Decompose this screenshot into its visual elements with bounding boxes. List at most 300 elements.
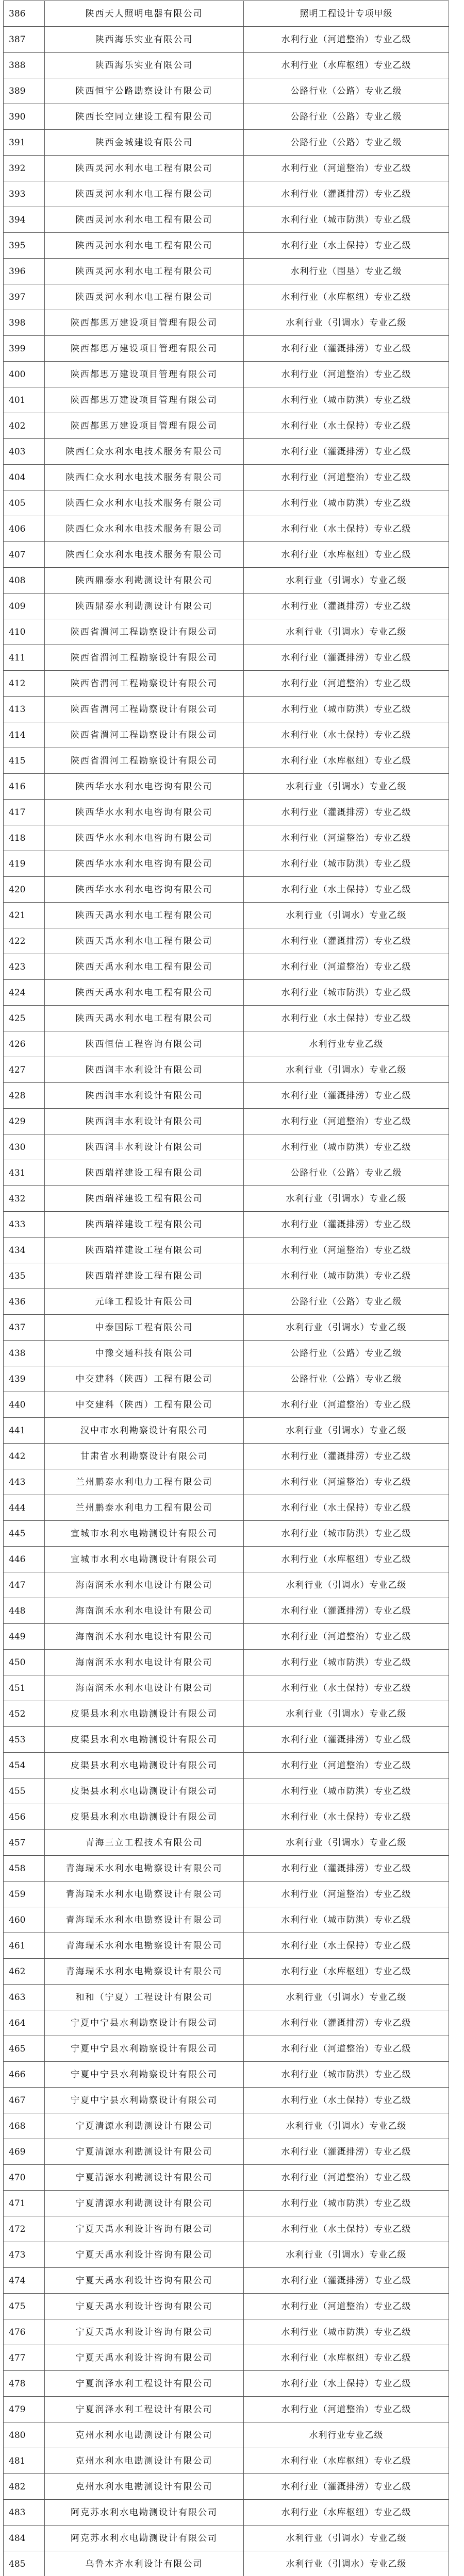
qualification: 水利行业（城市防洪）专业乙级: [244, 697, 449, 722]
table-row: [4, 439, 449, 465]
qualification: 水利行业（水库枢纽）专业乙级: [244, 2448, 449, 2474]
company-name: 陕西仁众水利水电技术服务有限公司: [45, 516, 244, 542]
qualification: 水利行业（灌溉排涝）专业乙级: [244, 1856, 449, 1882]
row-number: 395: [4, 233, 45, 259]
table-row: [4, 1006, 449, 1031]
qualification: 公路行业（公路）专业乙级: [244, 1341, 449, 1366]
qualification: 水利行业（引调水）专业乙级: [244, 619, 449, 645]
row-number: 475: [4, 2294, 45, 2319]
row-number: 461: [4, 1933, 45, 1959]
company-name: 克州水利水电勘测设计有限公司: [45, 2422, 244, 2448]
table-row: [4, 1830, 449, 1856]
row-number: 437: [4, 1315, 45, 1341]
qualification: 水利行业（河道整治）专业乙级: [244, 1753, 449, 1778]
company-name: 皮渠县水利水电勘测设计有限公司: [45, 1778, 244, 1804]
company-name: 宁夏润泽水利工程设计有限公司: [45, 2371, 244, 2397]
company-name: 克州水利水电勘测设计有限公司: [45, 2448, 244, 2474]
company-name: 陕西海乐实业有限公司: [45, 53, 244, 78]
company-name: 陕西华水水利水电咨询有限公司: [45, 825, 244, 851]
row-number: 413: [4, 697, 45, 722]
row-number: 483: [4, 2500, 45, 2526]
company-name: 皮渠县水利水电勘测设计有限公司: [45, 1804, 244, 1830]
company-name: 陕西润丰水利设计有限公司: [45, 1083, 244, 1109]
qualification: 水利行业（水库枢纽）专业乙级: [244, 2345, 449, 2371]
table-row: [4, 2551, 449, 2576]
row-number: 440: [4, 1392, 45, 1418]
company-name: 宁夏天禹水利设计咨询有限公司: [45, 2216, 244, 2242]
row-number: 432: [4, 1186, 45, 1212]
row-number: 423: [4, 954, 45, 980]
table-row: [4, 542, 449, 568]
table-row: [4, 671, 449, 697]
row-number: 453: [4, 1727, 45, 1753]
qualification: 水利行业（引调水）专业乙级: [244, 2526, 449, 2551]
table-row: [4, 2191, 449, 2216]
qualification: 水利行业（灌溉排涝）专业乙级: [244, 928, 449, 954]
company-name: 阿克苏水利水电勘测设计有限公司: [45, 2500, 244, 2526]
row-number: 438: [4, 1341, 45, 1366]
company-name: 陕西瑞祥建设工程有限公司: [45, 1186, 244, 1212]
company-name: 海南润禾水利水电设计有限公司: [45, 1650, 244, 1675]
qualification: 公路行业（公路）专业乙级: [244, 130, 449, 156]
company-name: 中交建科（陕西）工程有限公司: [45, 1366, 244, 1392]
table-row: [4, 1057, 449, 1083]
qualification: 水利行业（水土保持）专业乙级: [244, 1675, 449, 1701]
qualification: 水利行业（引调水）专业乙级: [244, 2113, 449, 2139]
qualification: 水利行业（水库枢纽）专业乙级: [244, 284, 449, 310]
qualification: 水利行业专业乙级: [244, 1031, 449, 1057]
row-number: 472: [4, 2216, 45, 2242]
row-number: 390: [4, 104, 45, 130]
row-number: 407: [4, 542, 45, 568]
company-name: 宁夏润泽水利工程设计有限公司: [45, 2397, 244, 2422]
qualification: 水利行业（引调水）专业乙级: [244, 1418, 449, 1444]
qualification: 水利行业（灌溉排涝）专业乙级: [244, 1212, 449, 1238]
qualification: 水利行业（灌溉排涝）专业乙级: [244, 439, 449, 465]
row-number: 454: [4, 1753, 45, 1778]
qualification: 水利行业（灌溉排涝）专业乙级: [244, 594, 449, 619]
company-name: 陕西灵河水利水电工程有限公司: [45, 259, 244, 284]
qualification: 水利行业（灌溉排涝）专业乙级: [244, 800, 449, 825]
table-row: [4, 1031, 449, 1057]
company-name: 宁夏清源水利勘测设计有限公司: [45, 2139, 244, 2165]
company-name: 陕西灵河水利水电工程有限公司: [45, 156, 244, 181]
table-row: [4, 1109, 449, 1134]
company-name: 青海瑞禾水利水电勘察设计有限公司: [45, 1882, 244, 1907]
qualification: 水利行业（河道整治）专业乙级: [244, 156, 449, 181]
qualification: 水利行业（灌溉排涝）专业乙级: [244, 2474, 449, 2500]
company-name: 青海瑞禾水利水电勘察设计有限公司: [45, 1856, 244, 1882]
company-name: 陕西灵河水利水电工程有限公司: [45, 284, 244, 310]
table-row: [4, 516, 449, 542]
row-number: 428: [4, 1083, 45, 1109]
qualification: 水利行业（水库枢纽）专业乙级: [244, 1959, 449, 1985]
company-name: 宁夏天禹水利设计咨询有限公司: [45, 2294, 244, 2319]
company-name: 陕西鼎泰水利勘测设计有限公司: [45, 594, 244, 619]
row-number: 434: [4, 1238, 45, 1263]
company-name: 陕西润丰水利设计有限公司: [45, 1057, 244, 1083]
company-name: 宣城市水利水电勘测设计有限公司: [45, 1521, 244, 1547]
row-number: 417: [4, 800, 45, 825]
qualification: 水利行业（城市防洪）专业乙级: [244, 980, 449, 1006]
table-row: [4, 1444, 449, 1469]
company-name: 陕西都思万建设项目管理有限公司: [45, 336, 244, 362]
table-row: [4, 1933, 449, 1959]
table-row: [4, 1778, 449, 1804]
row-number: 446: [4, 1547, 45, 1572]
qualification: 水利行业（城市防洪）专业乙级: [244, 2319, 449, 2345]
table-row: [4, 954, 449, 980]
table-row: [4, 722, 449, 748]
qualification: 水利行业（引调水）专业乙级: [244, 774, 449, 800]
company-name: 元峰工程设计有限公司: [45, 1289, 244, 1315]
company-name: 皮渠县水利水电勘测设计有限公司: [45, 1701, 244, 1727]
table-row: [4, 1083, 449, 1109]
table-row: [4, 1212, 449, 1238]
row-number: 397: [4, 284, 45, 310]
company-name: 陕西恒信工程咨询有限公司: [45, 1031, 244, 1057]
table-row: [4, 78, 449, 104]
table-row: [4, 2242, 449, 2268]
row-number: 451: [4, 1675, 45, 1701]
company-name: 克州水利水电勘测设计有限公司: [45, 2474, 244, 2500]
qualification: 水利行业（河道整治）专业乙级: [244, 27, 449, 53]
row-number: 422: [4, 928, 45, 954]
qualification: 水利行业（河道整治）专业乙级: [244, 954, 449, 980]
table-row: [4, 53, 449, 78]
company-name: 皮渠县水利水电勘测设计有限公司: [45, 1753, 244, 1778]
table-row: [4, 181, 449, 207]
company-name: 宁夏中宁县水利勘察设计有限公司: [45, 2036, 244, 2062]
table-row: [4, 2268, 449, 2294]
qualification: 水利行业（水土保持）专业乙级: [244, 516, 449, 542]
company-name: 海南润禾水利水电设计有限公司: [45, 1598, 244, 1624]
company-name: 宁夏天禹水利设计咨询有限公司: [45, 2319, 244, 2345]
table-row: [4, 1701, 449, 1727]
row-number: 482: [4, 2474, 45, 2500]
qualification: 水利行业（水土保持）专业乙级: [244, 233, 449, 259]
table-row: [4, 1804, 449, 1830]
company-name: 兰州鹏泰水利电力工程有限公司: [45, 1469, 244, 1495]
table-row: [4, 748, 449, 774]
qualification: 水利行业（灌溉排涝）专业乙级: [244, 181, 449, 207]
qualification: 水利行业（河道整治）专业乙级: [244, 1624, 449, 1650]
company-name: 宣城市水利水电勘测设计有限公司: [45, 1547, 244, 1572]
company-name: 兰州鹏泰水利电力工程有限公司: [45, 1495, 244, 1521]
table-row: [4, 490, 449, 516]
qualification: 水利行业（城市防洪）专业乙级: [244, 2191, 449, 2216]
row-number: 431: [4, 1160, 45, 1186]
qualification: 水利行业（河道整治）专业乙级: [244, 671, 449, 697]
table-row: [4, 1263, 449, 1289]
qualification: 水利行业（城市防洪）专业乙级: [244, 1521, 449, 1547]
table-row: [4, 2036, 449, 2062]
qualification: 水利行业（城市防洪）专业乙级: [244, 1778, 449, 1804]
row-number: 469: [4, 2139, 45, 2165]
company-name: 陕西都思万建设项目管理有限公司: [45, 413, 244, 439]
company-name: 陕西天人照明电器有限公司: [45, 1, 244, 27]
company-name: 陕西都思万建设项目管理有限公司: [45, 362, 244, 387]
company-name: 陕西仁众水利水电技术服务有限公司: [45, 490, 244, 516]
row-number: 442: [4, 1444, 45, 1469]
table-row: [4, 2500, 449, 2526]
company-name: 宁夏天禹水利设计咨询有限公司: [45, 2268, 244, 2294]
qualification: 水利行业（引调水）专业乙级: [244, 903, 449, 928]
qualification: 水利行业（灌溉排涝）专业乙级: [244, 1598, 449, 1624]
row-number: 410: [4, 619, 45, 645]
table-row: [4, 980, 449, 1006]
qualification: 水利行业（水库枢纽）专业乙级: [244, 53, 449, 78]
row-number: 433: [4, 1212, 45, 1238]
table-row: [4, 233, 449, 259]
row-number: 425: [4, 1006, 45, 1031]
qualification: 水利行业（河道整治）专业乙级: [244, 1238, 449, 1263]
company-name: 宁夏天禹水利设计咨询有限公司: [45, 2242, 244, 2268]
company-name: 陕西金城建设有限公司: [45, 130, 244, 156]
row-number: 458: [4, 1856, 45, 1882]
company-name: 中交建科（陕西）工程有限公司: [45, 1392, 244, 1418]
row-number: 402: [4, 413, 45, 439]
row-number: 404: [4, 465, 45, 490]
table-row: [4, 104, 449, 130]
table-body: [4, 1, 449, 2576]
row-number: 427: [4, 1057, 45, 1083]
company-name: 中泰国际工程有限公司: [45, 1315, 244, 1341]
table-row: [4, 1469, 449, 1495]
row-number: 473: [4, 2242, 45, 2268]
company-name: 陕西灵河水利水电工程有限公司: [45, 207, 244, 233]
company-name: 陕西长空同立建设工程有限公司: [45, 104, 244, 130]
table-row: [4, 156, 449, 181]
row-number: 403: [4, 439, 45, 465]
row-number: 386: [4, 1, 45, 27]
qualification: 水利行业（水土保持）专业乙级: [244, 877, 449, 903]
company-name: 陕西瑞祥建设工程有限公司: [45, 1238, 244, 1263]
qualification: 水利行业（城市防洪）专业乙级: [244, 490, 449, 516]
row-number: 457: [4, 1830, 45, 1856]
row-number: 429: [4, 1109, 45, 1134]
qualification: 公路行业（公路）专业乙级: [244, 78, 449, 104]
row-number: 391: [4, 130, 45, 156]
table-row: [4, 594, 449, 619]
row-number: 399: [4, 336, 45, 362]
qualification: 水利行业（河道整治）专业乙级: [244, 2294, 449, 2319]
table-row: [4, 465, 449, 490]
company-name: 陕西华水水利水电咨询有限公司: [45, 877, 244, 903]
company-name: 陕西灵河水利水电工程有限公司: [45, 233, 244, 259]
company-name: 宁夏清源水利勘测设计有限公司: [45, 2191, 244, 2216]
table-row: [4, 130, 449, 156]
company-name: 陕西仁众水利水电技术服务有限公司: [45, 465, 244, 490]
company-name: 陕西天禹水利水电工程有限公司: [45, 1006, 244, 1031]
table-row: [4, 619, 449, 645]
row-number: 420: [4, 877, 45, 903]
table-row: [4, 2113, 449, 2139]
company-name: 青海瑞禾水利水电勘察设计有限公司: [45, 1959, 244, 1985]
table-row: [4, 2062, 449, 2088]
company-name: 甘肃省水利勘察设计有限公司: [45, 1444, 244, 1469]
qualification: 水利行业（引调水）专业乙级: [244, 568, 449, 594]
company-name: 海南润禾水利水电设计有限公司: [45, 1624, 244, 1650]
qualification: 水利行业（围垦）专业乙级: [244, 259, 449, 284]
qualification: 水利行业（灌溉排涝）专业乙级: [244, 1444, 449, 1469]
row-number: 416: [4, 774, 45, 800]
company-name: 陕西天禹水利水电工程有限公司: [45, 903, 244, 928]
row-number: 484: [4, 2526, 45, 2551]
company-name: 陕西海乐实业有限公司: [45, 27, 244, 53]
table-row: [4, 310, 449, 336]
qualification: 水利行业（河道整治）专业乙级: [244, 1469, 449, 1495]
company-name: 陕西都思万建设项目管理有限公司: [45, 310, 244, 336]
row-number: 477: [4, 2345, 45, 2371]
row-number: 409: [4, 594, 45, 619]
table-row: [4, 1392, 449, 1418]
qualification: 水利行业（河道整治）专业乙级: [244, 1109, 449, 1134]
row-number: 414: [4, 722, 45, 748]
table-row: [4, 1882, 449, 1907]
qualification: 水利行业（引调水）专业乙级: [244, 1985, 449, 2010]
row-number: 450: [4, 1650, 45, 1675]
qualification: 水利行业（河道整治）专业乙级: [244, 362, 449, 387]
qualification: 水利行业（水土保持）专业乙级: [244, 1804, 449, 1830]
company-name: 乌鲁木齐水利设计有限公司: [45, 2551, 244, 2576]
table-row: [4, 851, 449, 877]
row-number: 476: [4, 2319, 45, 2345]
qualification: 水利行业（灌溉排涝）专业乙级: [244, 1083, 449, 1109]
company-name: 陕西天禹水利水电工程有限公司: [45, 954, 244, 980]
qualification: 水利行业（城市防洪）专业乙级: [244, 207, 449, 233]
qualification: 水利行业（城市防洪）专业乙级: [244, 1907, 449, 1933]
table-row: [4, 774, 449, 800]
qualification: 水利行业（城市防洪）专业乙级: [244, 1263, 449, 1289]
table-row: [4, 1186, 449, 1212]
company-name: 中豫交通科技有限公司: [45, 1341, 244, 1366]
table-row: [4, 2088, 449, 2113]
row-number: 401: [4, 387, 45, 413]
row-number: 448: [4, 1598, 45, 1624]
company-name: 陕西鼎泰水利勘测设计有限公司: [45, 568, 244, 594]
company-name: 青海瑞禾水利水电勘察设计有限公司: [45, 1907, 244, 1933]
qualification: 水利行业（城市防洪）专业乙级: [244, 2062, 449, 2088]
table-row: [4, 1856, 449, 1882]
qualification: 水利行业（水土保持）专业乙级: [244, 413, 449, 439]
row-number: 449: [4, 1624, 45, 1650]
row-number: 447: [4, 1572, 45, 1598]
company-name: 宁夏清源水利勘测设计有限公司: [45, 2113, 244, 2139]
table-row: [4, 1495, 449, 1521]
row-number: 445: [4, 1521, 45, 1547]
table-row: [4, 1366, 449, 1392]
qualification: 水利行业（水土保持）专业乙级: [244, 1933, 449, 1959]
row-number: 411: [4, 645, 45, 671]
table-row: [4, 645, 449, 671]
table-row: [4, 1238, 449, 1263]
company-name: 陕西省渭河工程勘察设计有限公司: [45, 697, 244, 722]
table-row: [4, 1959, 449, 1985]
qualification: 水利行业（水土保持）专业乙级: [244, 1495, 449, 1521]
table-row: [4, 1650, 449, 1675]
row-number: 400: [4, 362, 45, 387]
company-name: 陕西天禹水利水电工程有限公司: [45, 980, 244, 1006]
qualification: 水利行业（河道整治）专业乙级: [244, 2165, 449, 2191]
qualification: 水利行业（河道整治）专业乙级: [244, 2036, 449, 2062]
row-number: 478: [4, 2371, 45, 2397]
table-row: [4, 1341, 449, 1366]
row-number: 394: [4, 207, 45, 233]
table-row: [4, 1, 449, 27]
company-name: 陕西润丰水利设计有限公司: [45, 1134, 244, 1160]
qualification: 水利行业（水土保持）专业乙级: [244, 722, 449, 748]
company-name: 陕西瑞祥建设工程有限公司: [45, 1212, 244, 1238]
table-row: [4, 1418, 449, 1444]
company-name: 陕西华水水利水电咨询有限公司: [45, 774, 244, 800]
company-name: 青海三立工程技术有限公司: [45, 1830, 244, 1856]
table-row: [4, 1624, 449, 1650]
row-number: 460: [4, 1907, 45, 1933]
company-name: 陕西省渭河工程勘察设计有限公司: [45, 645, 244, 671]
row-number: 462: [4, 1959, 45, 1985]
company-name: 陕西省渭河工程勘察设计有限公司: [45, 748, 244, 774]
table-row: [4, 2165, 449, 2191]
table-row: [4, 2294, 449, 2319]
qualification: 水利行业（水库枢纽）专业乙级: [244, 542, 449, 568]
row-number: 405: [4, 490, 45, 516]
row-number: 452: [4, 1701, 45, 1727]
qualification: 水利行业（水库枢纽）专业乙级: [244, 2500, 449, 2526]
qualification: 水利行业（引调水）专业乙级: [244, 2551, 449, 2576]
table-row: [4, 1315, 449, 1341]
qualification: 水利行业（灌溉排涝）专业乙级: [244, 336, 449, 362]
qualification: 水利行业（灌溉排涝）专业乙级: [244, 2268, 449, 2294]
qualification: 照明工程设计专项甲级: [244, 1, 449, 27]
qualification: 水利行业（引调水）专业乙级: [244, 2242, 449, 2268]
row-number: 408: [4, 568, 45, 594]
qualification: 公路行业（公路）专业乙级: [244, 1289, 449, 1315]
table-row: [4, 568, 449, 594]
qualification: 水利行业（水土保持）专业乙级: [244, 2088, 449, 2113]
company-name: 陕西灵河水利水电工程有限公司: [45, 181, 244, 207]
qualification: 水利行业（城市防洪）专业乙级: [244, 1650, 449, 1675]
qualification: 公路行业（公路）专业乙级: [244, 1366, 449, 1392]
company-name: 陕西仁众水利水电技术服务有限公司: [45, 439, 244, 465]
table-row: [4, 1160, 449, 1186]
table-row: [4, 284, 449, 310]
table-row: [4, 259, 449, 284]
row-number: 468: [4, 2113, 45, 2139]
table-row: [4, 2010, 449, 2036]
company-name: 陕西天禹水利水电工程有限公司: [45, 928, 244, 954]
table-row: [4, 1727, 449, 1753]
qualification: 水利行业（水库枢纽）专业乙级: [244, 1547, 449, 1572]
table-row: [4, 2448, 449, 2474]
row-number: 441: [4, 1418, 45, 1444]
qualification: 水利行业（河道整治）专业乙级: [244, 1882, 449, 1907]
row-number: 463: [4, 1985, 45, 2010]
table-row: [4, 1675, 449, 1701]
company-name: 陕西瑞祥建设工程有限公司: [45, 1263, 244, 1289]
row-number: 479: [4, 2397, 45, 2422]
row-number: 481: [4, 2448, 45, 2474]
qualification: 水利行业（灌溉排涝）专业乙级: [244, 1727, 449, 1753]
table-row: [4, 903, 449, 928]
table-row: [4, 2319, 449, 2345]
row-number: 455: [4, 1778, 45, 1804]
table-row: [4, 27, 449, 53]
row-number: 467: [4, 2088, 45, 2113]
qualification: 水利行业（城市防洪）专业乙级: [244, 387, 449, 413]
qualification: 水利行业（水土保持）专业乙级: [244, 1006, 449, 1031]
table-row: [4, 2526, 449, 2551]
